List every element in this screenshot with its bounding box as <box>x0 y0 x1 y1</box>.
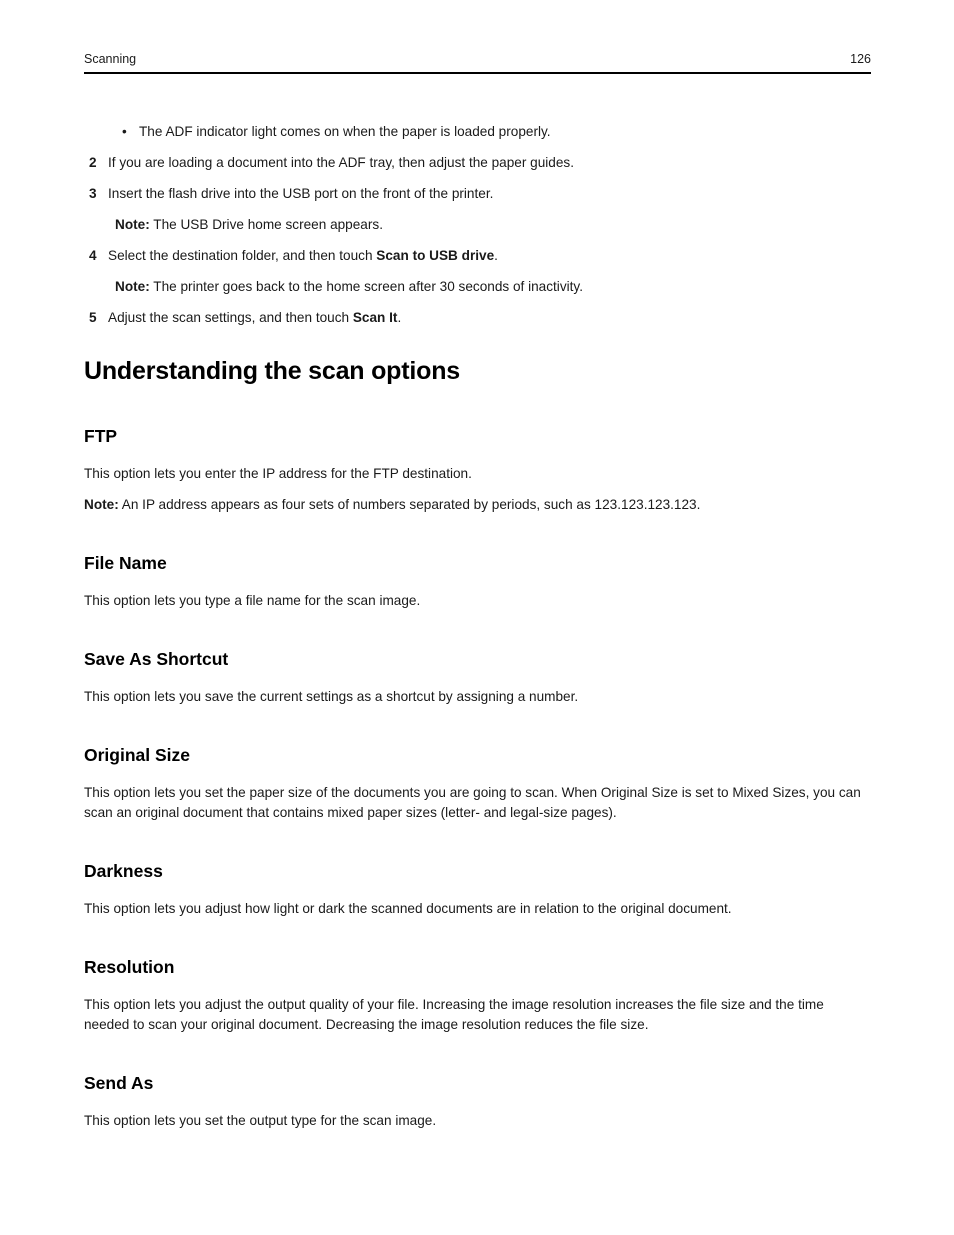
step-number: 3 <box>89 186 97 201</box>
numbered-step <box>84 246 871 297</box>
section-title: Original Size <box>84 745 190 765</box>
section-title: Resolution <box>84 957 175 977</box>
section-save-as-shortcut <box>84 647 871 707</box>
step-text: If you are loading a document into the ADF tray, then adjust the paper guides. <box>108 155 575 170</box>
bullet-item <box>122 122 871 142</box>
numbered-step <box>84 153 871 173</box>
section-original-size <box>84 743 871 823</box>
step-note: Note: The USB Drive home screen appears. <box>115 217 383 232</box>
step-text: Adjust the scan settings, and then touch Scan It. <box>108 310 402 325</box>
step-text: Insert the flash drive into the USB port on the front of the printer. <box>108 186 494 201</box>
bullet-icon: • <box>122 124 127 139</box>
header-section-title: Scanning <box>84 52 137 66</box>
section-body: This option lets you set the paper size of the documents you are going to scan. When Original Size is set to Mixed Sizes, you can scan an original document that contains mixed paper sizes (letter- and legal-size pages). <box>84 785 861 820</box>
bullet-text: The ADF indicator light comes on when the paper is loaded properly. <box>139 124 551 139</box>
section-send-as <box>84 1071 871 1131</box>
numbered-step <box>84 184 871 235</box>
step-text: Select the destination folder, and then touch Scan to USB drive. <box>108 248 498 263</box>
section-title: Send As <box>84 1073 154 1093</box>
header-page-number: 126 <box>850 52 871 66</box>
section-title: File Name <box>84 553 167 573</box>
note-label: Note: <box>115 217 150 232</box>
section-body: This option lets you set the output type for the scan image. <box>84 1113 437 1128</box>
section-body: This option lets you enter the IP address for the FTP destination. <box>84 466 472 481</box>
section-darkness <box>84 859 871 919</box>
step-note: Note: The printer goes back to the home screen after 30 seconds of inactivity. <box>115 279 583 294</box>
header-rule <box>84 72 871 74</box>
step-number: 4 <box>89 248 97 263</box>
section-file-name <box>84 551 871 611</box>
step-number: 2 <box>89 155 97 170</box>
section-title: Darkness <box>84 861 163 881</box>
numbered-step <box>84 308 871 328</box>
section-body: This option lets you type a file name for the scan image. <box>84 593 421 608</box>
section-title: FTP <box>84 426 118 446</box>
section-resolution <box>84 955 871 1035</box>
step-number: 5 <box>89 310 97 325</box>
note-label: Note: <box>115 279 150 294</box>
section-ftp <box>84 424 871 515</box>
note-label: Note: <box>84 497 119 512</box>
section-body: This option lets you adjust how light or dark the scanned documents are in relation to the original document. <box>84 901 732 916</box>
page-content <box>84 122 871 1131</box>
section-note: Note: An IP address appears as four sets of numbers separated by periods, such as 123.123.123.123. <box>84 497 701 512</box>
section-body: This option lets you save the current settings as a shortcut by assigning a number. <box>84 689 579 704</box>
main-heading: Understanding the scan options <box>84 357 460 385</box>
page-header <box>84 52 871 66</box>
section-title: Save As Shortcut <box>84 649 229 669</box>
section-body: This option lets you adjust the output quality of your file. Increasing the image resolution increases the file size and the time needed to scan your original document. Decreasing the image resolution reduces the file size. <box>84 997 824 1032</box>
